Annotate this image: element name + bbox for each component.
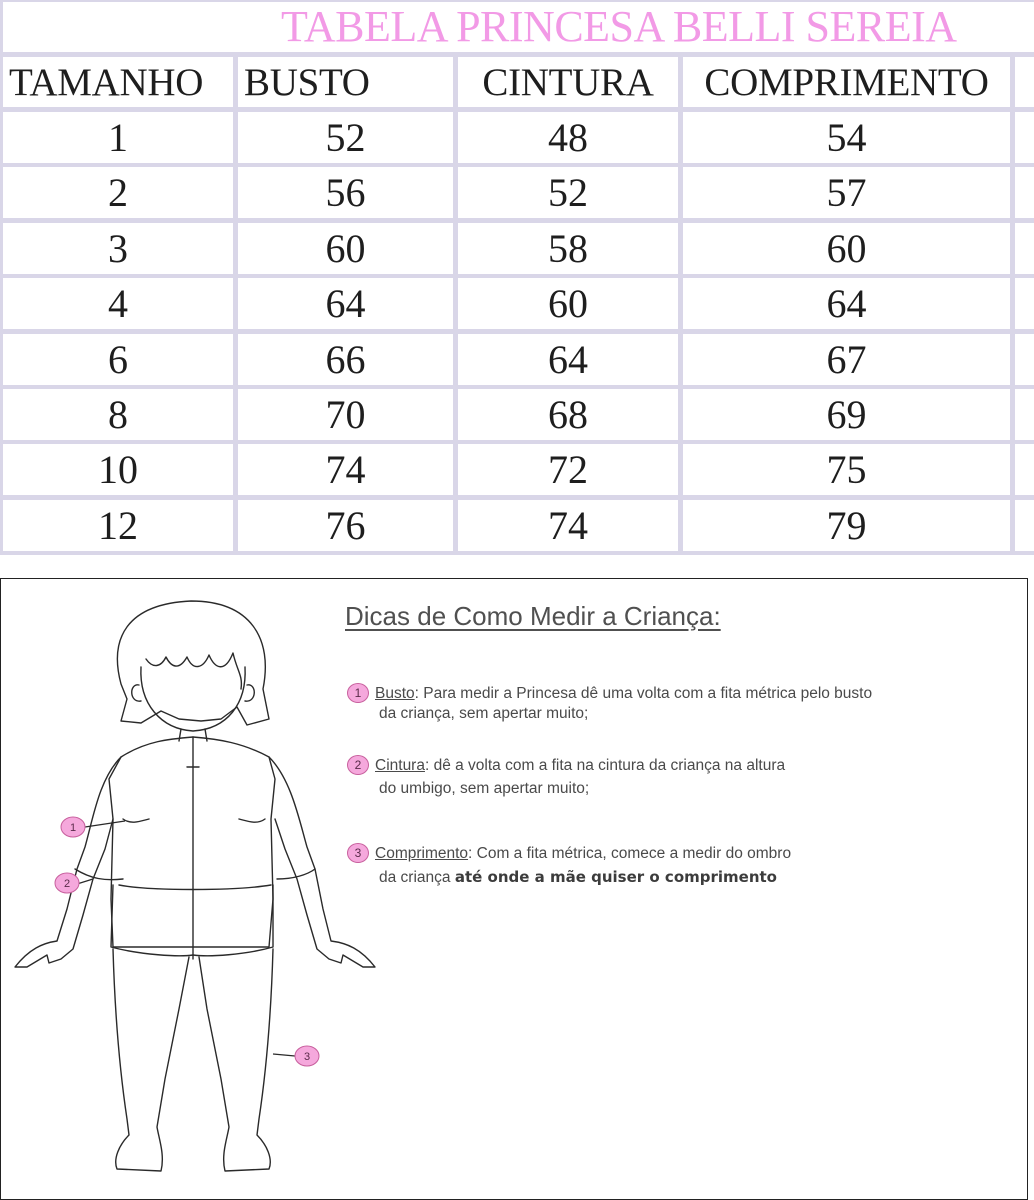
face-outline (141, 667, 245, 731)
table-cell-cintura: 74 (458, 500, 678, 551)
svg-text:2: 2 (63, 878, 71, 890)
number-badge: 1 (347, 683, 369, 703)
shorts-outline (111, 885, 273, 956)
number-badge: 3 (347, 843, 369, 863)
torso-outline (109, 737, 275, 947)
table-cell-comprimento: 69 (683, 389, 1010, 440)
tip-term: Busto (375, 685, 415, 702)
tip-text-line2: do umbigo, sem apertar muito; (379, 780, 590, 797)
table-cell-comprimento: 79 (683, 500, 1010, 551)
tip-term: Cintura (375, 757, 425, 774)
tip-text-line2: da criança, sem apertar muito; (379, 705, 589, 722)
table-cell-tamanho: 6 (3, 334, 233, 385)
marker-3 (295, 1046, 319, 1066)
measuring-guide (0, 578, 1028, 1200)
table-cell-comprimento: 60 (683, 223, 1010, 274)
table-cell-tamanho: 12 (3, 500, 233, 551)
svg-text:3: 3 (303, 1051, 311, 1063)
table-cell-cintura: 68 (458, 389, 678, 440)
table-cell-extra (1015, 167, 1034, 218)
table-cell-extra (1015, 444, 1034, 495)
tip-term: Comprimento (375, 845, 469, 862)
tip-bold-text: até onde a mãe quiser o comprimento (454, 868, 777, 886)
table-cell-cintura: 58 (458, 223, 678, 274)
right-leg-outline (199, 949, 273, 1171)
table-cell-busto: 76 (238, 500, 453, 551)
table-cell-busto: 70 (238, 389, 453, 440)
table-cell-busto: 66 (238, 334, 453, 385)
table-cell-extra (1015, 500, 1034, 551)
table-cell-busto: 74 (238, 444, 453, 495)
table-cell-comprimento: 57 (683, 167, 1010, 218)
tip-busto (347, 683, 872, 724)
size-table (0, 0, 1034, 555)
tip-text: : Com a fita métrica, comece a medir do ombro (468, 845, 792, 862)
marker-1 (61, 817, 85, 837)
tip-comprimento (347, 843, 791, 891)
tip-text: : dê a volta com a fita na cintura da criança na altura (424, 757, 786, 774)
table-cell-comprimento: 67 (683, 334, 1010, 385)
table-cell-busto: 56 (238, 167, 453, 218)
table-cell-cintura: 72 (458, 444, 678, 495)
table-title-row (3, 2, 1034, 52)
tip-text-line2: da criança (379, 869, 455, 886)
header-comprimento: COMPRIMENTO (683, 57, 1010, 107)
table-cell-extra (1015, 278, 1034, 329)
table-cell-busto: 52 (238, 112, 453, 163)
header-busto: BUSTO (238, 57, 453, 107)
table-cell-tamanho: 4 (3, 278, 233, 329)
header-tamanho: TAMANHO (3, 57, 233, 107)
table-cell-comprimento: 75 (683, 444, 1010, 495)
child-outline-illustration (1, 579, 401, 1199)
table-cell-busto: 60 (238, 223, 453, 274)
header-extra-column (1015, 57, 1034, 107)
table-title: TABELA PRINCESA BELLI SEREIA (281, 2, 957, 51)
table-cell-busto: 64 (238, 278, 453, 329)
table-cell-cintura: 52 (458, 167, 678, 218)
hair-outline (117, 601, 269, 725)
marker-2 (55, 873, 79, 893)
tip-cintura (347, 755, 785, 802)
number-badge: 2 (347, 755, 369, 775)
tip-text: : Para medir a Princesa dê uma volta com a fita métrica pelo busto (414, 685, 873, 702)
table-cell-comprimento: 54 (683, 112, 1010, 163)
table-cell-tamanho: 1 (3, 112, 233, 163)
guide-title: Dicas de Como Medir a Criança: (345, 601, 721, 631)
table-cell-extra (1015, 334, 1034, 385)
table-cell-tamanho: 10 (3, 444, 233, 495)
left-leg-outline (113, 949, 189, 1171)
table-cell-extra (1015, 112, 1034, 163)
table-cell-tamanho: 2 (3, 167, 233, 218)
table-cell-comprimento: 64 (683, 278, 1010, 329)
fringe (146, 653, 241, 689)
table-cell-tamanho: 8 (3, 389, 233, 440)
table-cell-extra (1015, 389, 1034, 440)
table-cell-cintura: 60 (458, 278, 678, 329)
table-cell-tamanho: 3 (3, 223, 233, 274)
header-cintura: CINTURA (458, 57, 678, 107)
table-cell-cintura: 64 (458, 334, 678, 385)
table-cell-extra (1015, 223, 1034, 274)
table-cell-cintura: 48 (458, 112, 678, 163)
svg-text:1: 1 (69, 822, 77, 834)
left-arm-outline (15, 757, 121, 967)
